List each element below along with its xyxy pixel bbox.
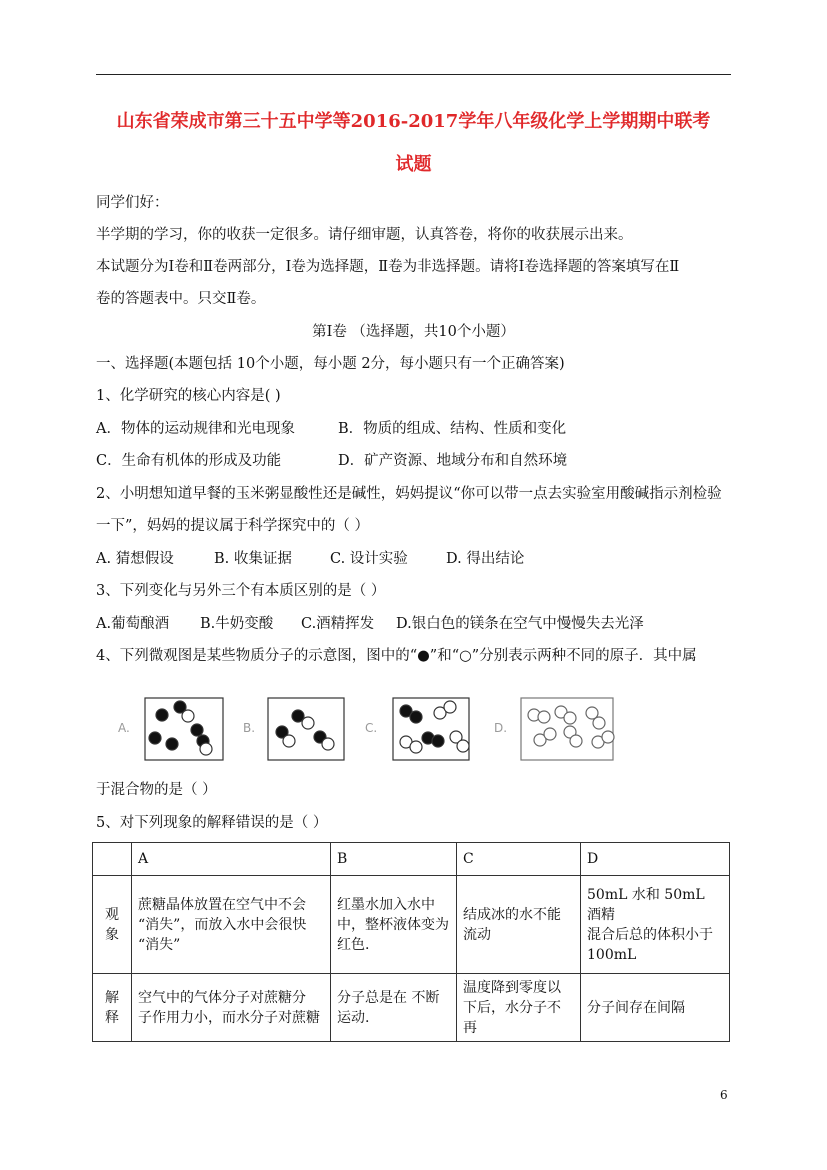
question-2-option-d: D. 得出结论 [446,551,525,567]
question-1-option-b: B．物质的组成、结构、性质和变化 [338,421,567,437]
cell-phenomenon-b: 红墨水加入水中 中，整杯液体变为 红色. [331,876,457,974]
cell-explanation-a: 空气中的气体分子对蔗糖分 子作用力小，而水分子对蔗糖 [132,974,331,1042]
title-line-1: 山东省荣成市第三十五中学等2016-2017学年八年级化学上学期期中联考 [116,111,711,132]
diagram-label-d: D. [494,721,508,735]
question-2-option-c: C. 设计实验 [330,551,408,567]
table-header-row [93,843,730,876]
cell-explanation-d: 分子间存在间隔 [581,974,730,1042]
question-5-stem: 5、对下列现象的解释错误的是（ ） [96,815,328,831]
table-corner-cell [93,843,132,876]
cell-explanation-c: 温度降到零度以 下后，水分子不再 [457,974,581,1042]
cell-phenomenon-d: 50mL 水和 50mL 酒精 混合后总的体积小于 100mL [581,876,730,974]
question-1-option-c: C．生命有机体的形成及功能 [96,453,282,469]
table-header-b: B [331,843,457,876]
question-2-option-a: A. 猜想假设 [96,551,174,567]
question-2-stem-1: 2、小明想知道早餐的玉米粥显酸性还是碱性，妈妈提议“你可以带一点去实验室用酸碱指示剂检验 [96,486,722,502]
cell-phenomenon-c: 结成冰的水不能 流动 [457,876,581,974]
question-3-stem: 3、下列变化与另外三个有本质区别的是（ ） [96,583,386,599]
intro-paragraph-1: 半学期的学习，你的收获一定很多。请仔细审题，认真答卷，将你的收获展示出来。 [96,227,633,243]
diagram-label-c: C. [365,721,378,735]
cell-phenomenon-a: 蔗糖晶体放置在空气中不会 “消失”，而放入水中会很快 “消失” [132,876,331,974]
question-4-stem-2: 于混合物的是（ ） [96,782,217,798]
question-3-option-c: C.酒精挥发 [301,616,375,632]
title-line-2: 试题 [395,154,432,175]
diagram-label-a: A. [118,721,130,735]
question-1-stem: 1、化学研究的核心内容是( ) [96,388,281,404]
diagram-label-b: B. [243,721,256,735]
question-3-option-d: D.银白色的镁条在空气中慢慢失去光泽 [396,616,644,632]
table-header-c: C [457,843,581,876]
intro-paragraph-2b: 卷的答题表中。只交Ⅱ卷。 [96,291,266,307]
intro-paragraph-2a: 本试题分为Ⅰ卷和Ⅱ卷两部分，Ⅰ卷为选择题，Ⅱ卷为非选择题。请将Ⅰ卷选择题的答案填写在Ⅱ [96,259,680,275]
question-3-option-b: B.牛奶变酸 [200,616,274,632]
greeting: 同学们好： [96,195,169,211]
question-1-option-a: A．物体的运动规律和光电现象 [96,421,295,437]
table-header-d: D [581,843,730,876]
molecule-diagram [110,692,630,767]
table-row-explanation [93,974,730,1042]
header-rule [96,74,731,75]
question-2-stem-2: 一下”，妈妈的提议属于科学探究中的（ ） [96,518,370,534]
question-1-option-d: D．矿产资源、地域分布和自然环境 [338,453,568,469]
page-number: 6 [720,1088,728,1102]
question-2-option-b: B. 收集证据 [214,551,292,567]
question-4-stem-1: 4、下列微观图是某些物质分子的示意图，图中的“●”和“○”分别表示两种不同的原子．其中属 [96,648,697,664]
question-5-table [92,842,730,1042]
question-3-option-a: A.葡萄酿酒 [96,616,170,632]
table-row-phenomenon [93,876,730,974]
section-heading: 第Ⅰ卷 （选择题，共10个小题） [312,324,515,340]
table-header-a: A [132,843,331,876]
section-instruction: 一、选择题(本题包括 10个小题，每小题 2分，每小题只有一个正确答案) [96,356,565,372]
row-label-explanation: 解 释 [93,974,132,1042]
row-label-phenomenon: 观 象 [93,876,132,974]
cell-explanation-b: 分子总是在 不断 运动. [331,974,457,1042]
